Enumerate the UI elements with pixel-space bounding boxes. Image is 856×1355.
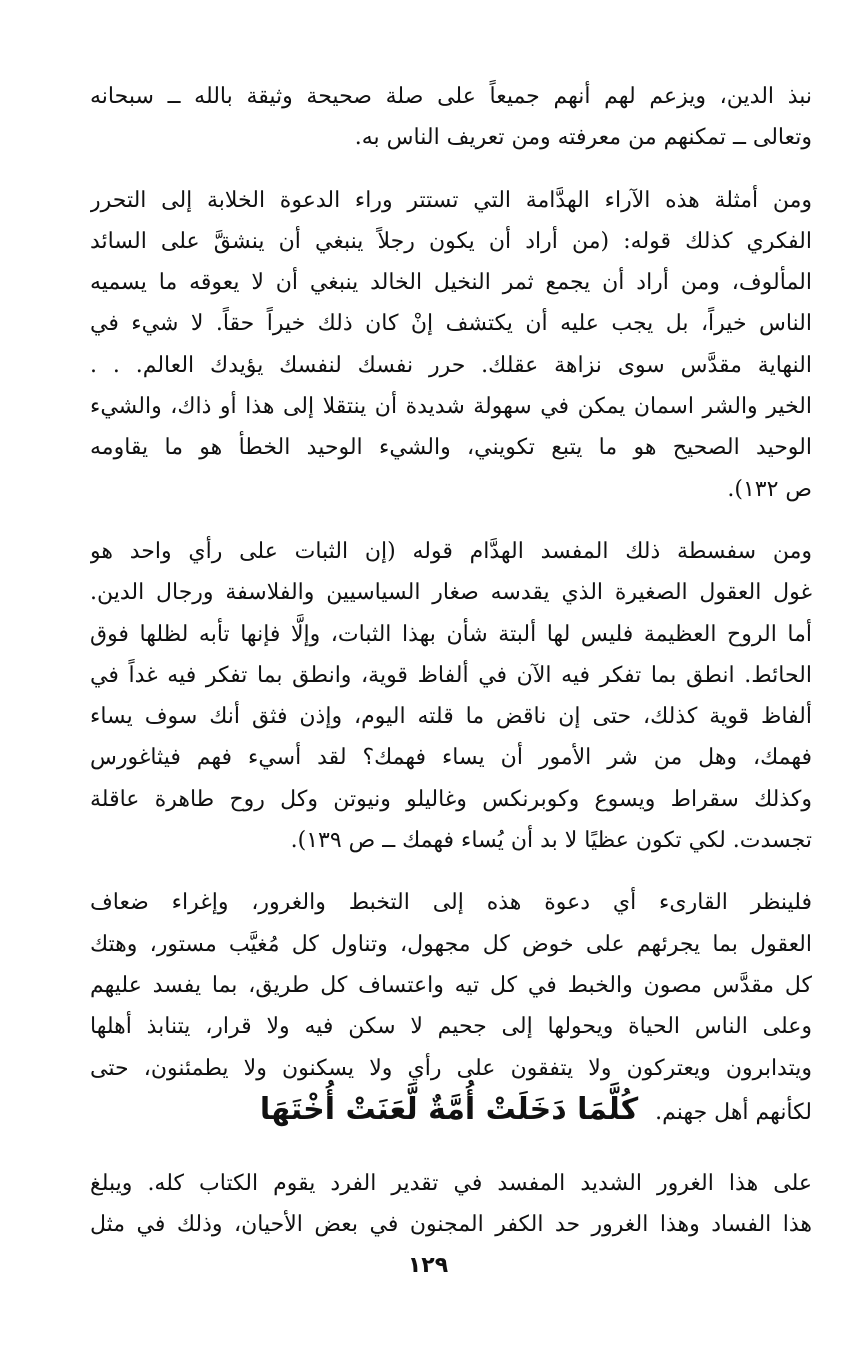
- quran-verse: كُلَّمَا دَخَلَتْ أُمَّةٌ لَّعَنَتْ أُخْتَهَا: [259, 1091, 639, 1127]
- text-line: الفكري كذلك قوله: (من أراد أن يكون رجلاً ينبغي أن ينشقَّ على السائد: [90, 228, 812, 254]
- text-line: غول العقول الصغيرة الذي يقدسه صغار السياسيين والفلاسفة ورجال الدين.: [90, 580, 812, 606]
- text-line: فهمك، وهل من شر الأمور أن يساء فهمك؟ لقد أسيء فهم فيثاغورس: [90, 745, 812, 771]
- text-line: العقول بما يجرئهم على خوض كل مجهول، وتناول كل مُغيَّب مستور، وهتك: [90, 931, 812, 957]
- text-line: ويتدابرون ويعتركون ولا يتفقون على رأي ولا يسكنون ولا يطمئنون، حتى: [90, 1055, 812, 1081]
- page-number: ١٢٩: [407, 1253, 449, 1278]
- text-line: أما الروح العظيمة فليس لها ألبتة شأن بهذا الثبات، وإلَّا فإنها تأبه لظلها فوق: [90, 621, 812, 647]
- text-line: الخير والشر اسمان يمكن في سهولة شديدة أن ينتقلا إلى هذا أو ذاك، والشيء: [90, 394, 812, 420]
- text-line: وتعالى ــ تمكنهم من معرفته ومن تعريف الناس به.: [354, 125, 812, 151]
- text-line: ومن سفسطة ذلك المفسد الهدَّام قوله (إن الثبات على رأي واحد هو: [90, 538, 812, 564]
- text-line: المألوف، ومن أراد أن يجمع ثمر النخيل الخالد ينبغي أن لا يعوقه ما يسميه: [90, 270, 812, 296]
- text-line: فلينظر القارىء أي دعوة هذه إلى التخبط والغرور، وإغراء ضعاف: [90, 890, 812, 916]
- text-line: الحائط. انطق بما تفكر فيه الآن في ألفاظ قوية، وانطق بما تفكر فيه غداً في: [90, 662, 812, 688]
- text-line: ص ١٣٢).: [727, 476, 812, 502]
- paragraph-2: [90, 180, 812, 510]
- text-line: وعلى الناس الحياة ويحولها إلى جحيم لا سكن فيه ولا قرار، يتنابذ أهلها: [90, 1014, 812, 1040]
- page-body: [90, 76, 812, 1246]
- text-line: وكذلك سقراط ويسوع وكوبرنكس وغاليلو ونيوتن وكل روح طاهرة عاقلة: [90, 786, 812, 812]
- text-line: ومن أمثلة هذه الآراء الهدَّامة التي تستتر وراء الدعوة الخلابة إلى التحرر: [90, 187, 812, 213]
- paragraph-5: [90, 1163, 812, 1246]
- text-line: كل مقدَّس مصون والخبط في كل تيه واعتساف كل طريق، بما يفسد عليهم: [90, 972, 812, 998]
- text-line: النهاية مقدَّس سوى نزاهة عقلك. حرر نفسك لنفسك يؤيدك العالم. . .: [90, 352, 812, 378]
- text-line: نبذ الدين، ويزعم لهم أنهم جميعاً على صلة صحيحة وثيقة بالله ــ سبحانه: [90, 84, 812, 109]
- text-line: الناس خيراً، بل يجب عليه أن يكتشف إنْ كان ذلك خيراً حقاً. لا شيء في: [90, 311, 812, 337]
- text-line: الوحيد الصحيح هو ما يتبع تكويني، والشيء الوحيد الخطأ هو ما يقاومه: [90, 435, 812, 461]
- text-line: ألفاظ قوية كذلك، حتى إن ناقض ما قلته اليوم، وإذن فثق أنك سوف يساء: [90, 704, 812, 730]
- text-fragment: لكأنهم أهل جهنم.: [655, 1099, 812, 1125]
- paragraph-3: [90, 531, 812, 861]
- text-line: على هذا الغرور الشديد المفسد في تقدير الفرد يقوم الكتاب كله. ويبلغ: [90, 1171, 812, 1197]
- text-line-with-verse: [90, 1089, 812, 1133]
- paragraph-1: [90, 76, 812, 159]
- text-line: تجسدت. لكي تكون عظيًا لا بد أن يُساء فهمك ــ ص ١٣٩).: [290, 828, 812, 854]
- paragraph-4: [90, 882, 812, 1133]
- text-line: هذا الفساد وهذا الغرور حد الكفر المجنون في بعض الأحيان، وذلك في مثل: [90, 1212, 812, 1238]
